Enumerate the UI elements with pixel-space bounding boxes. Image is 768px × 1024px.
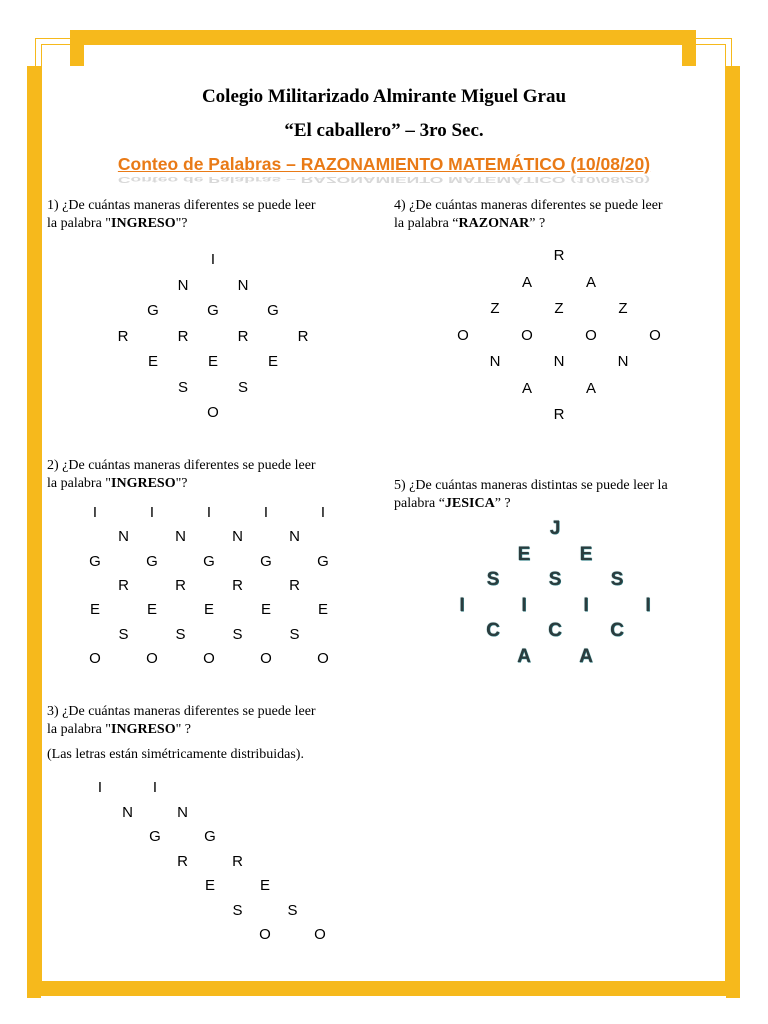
q3-letter-2-1: G [204,828,216,845]
q2-letter-3-2: R [232,576,243,594]
q3-letter-2-0: G [149,828,161,845]
q2-letter-2-3: G [260,552,272,570]
question-4 [394,197,663,233]
q3-letter-4-0: E [204,877,216,894]
q4-letter-3-2: O [585,326,597,344]
q2-letter-4-4: E [317,601,329,619]
q2-letter-3-3: R [289,576,300,594]
section-title: “El caballero” – 3ro Sec. [284,120,484,141]
q1-letter-1-1: N [237,276,249,294]
q4-letter-1-1: A [585,273,597,291]
q2-letter-3-0: R [118,576,129,594]
q1-letter-4-1: E [207,353,219,370]
q5-letter-4-1: C [548,620,562,641]
question-4-line2: la palabra “RAZONAR” ? [394,216,546,231]
q3-letter-5-1: S [287,901,298,919]
q4-letter-4-1: N [553,353,565,370]
q5-letter-5-1: A [579,645,593,667]
q3-letter-3-0: R [177,852,188,870]
q2-letter-6-3: O [260,649,272,667]
q5-letter-3-0: I [459,594,465,616]
q1-letter-5-0: S [177,378,189,396]
q5-letter-1-1: E [579,543,593,565]
q1-letter-4-0: E [147,353,159,370]
q2-letter-5-3: S [289,625,300,643]
q5-letter-5-0: A [517,645,531,667]
q3-letter-5-0: S [232,901,243,919]
q5-letter-1-0: E [517,543,531,565]
q2-letter-0-3: I [263,504,269,521]
q4-letter-2-2: Z [618,300,628,317]
question-3 [47,703,316,739]
q4-letter-2-0: Z [490,300,500,317]
q5-letter-2-0: S [486,569,500,590]
q2-letter-6-0: O [89,649,101,667]
subtitle-reflection: Conteo de Palabras – RAZONAMIENTO MATEMÁTICO (10/08/20) [117,175,651,184]
question-5-line2: palabra “JESICA” ? [394,496,511,511]
q2-letter-4-0: E [89,601,101,619]
question-3-note: (Las letras están simétricamente distribuidas). [47,747,304,762]
q4-letter-3-3: O [649,326,661,344]
q1-letter-1-0: N [177,276,189,294]
q3-letter-4-1: E [259,877,271,894]
question-5 [394,477,668,513]
q5-letter-4-2: C [610,620,624,641]
q1-letter-4-2: E [267,353,279,370]
q1-letter-2-2: G [267,302,279,319]
q2-letter-0-2: I [206,504,212,521]
q2-letter-6-2: O [203,649,215,667]
worksheet-subtitle: Conteo de Palabras – RAZONAMIENTO MATEMÁTICO (10/08/20) [117,154,651,174]
q1-letter-3-3: R [297,327,309,345]
question-3-line2: la palabra "INGRESO" ? [47,722,192,737]
question-2-line2: la palabra "INGRESO"? [47,476,188,491]
q3-letter-6-1: O [314,926,326,943]
q2-letter-2-2: G [203,552,215,570]
q4-letter-2-1: Z [554,300,564,317]
q2-letter-2-1: G [146,552,158,570]
q1-letter-5-1: S [237,378,249,396]
q3-letter-0-0: I [97,779,103,796]
q2-letter-1-3: N [289,528,300,546]
q5-letter-3-2: I [583,594,589,616]
q2-letter-0-4: I [320,504,326,521]
q2-letter-1-0: N [118,528,129,546]
q1-letter-2-0: G [147,302,159,319]
q4-letter-5-1: A [585,379,597,397]
q4-letter-4-0: N [489,353,501,370]
q2-letter-0-0: I [92,504,98,521]
q5-letter-2-2: S [610,569,624,590]
q3-letter-6-0: O [259,926,271,943]
q2-letter-6-4: O [317,649,329,667]
q2-letter-4-3: E [260,601,272,619]
q3-letter-1-1: N [177,803,188,821]
q4-letter-6-0: R [553,406,565,423]
q2-letter-1-2: N [232,528,243,546]
q1-letter-3-0: R [117,327,129,345]
q1-letter-3-1: R [177,327,189,345]
q3-letter-3-1: R [232,852,243,870]
school-title: Colegio Militarizado Almirante Miguel Grau [201,86,567,107]
question-5-line1: 5) ¿De cuántas maneras distintas se puede leer la [394,478,668,493]
question-1-line2: la palabra "INGRESO"? [47,216,188,231]
q4-letter-3-0: O [457,326,469,344]
q2-letter-5-1: S [175,625,186,643]
question-1-line1: 1) ¿De cuántas maneras diferentes se puede leer [47,198,316,213]
q2-letter-2-0: G [89,552,101,570]
q2-letter-0-1: I [149,504,155,521]
q2-letter-5-0: S [118,625,129,643]
q1-letter-0-0: I [210,251,216,268]
q2-letter-2-4: G [317,552,329,570]
q5-letter-4-0: C [486,620,500,641]
q1-letter-3-2: R [237,327,249,345]
question-1 [47,197,316,233]
q2-letter-1-1: N [175,528,186,546]
question-2-line1: 2) ¿De cuántas maneras diferentes se puede leer [47,458,316,473]
q4-letter-4-2: N [617,353,629,370]
q2-letter-6-1: O [146,649,158,667]
q3-letter-1-0: N [122,803,133,821]
q1-letter-2-1: G [207,302,219,319]
q4-letter-0-0: R [553,247,565,264]
q2-letter-5-2: S [232,625,243,643]
q5-letter-3-3: I [645,594,651,616]
question-4-line1: 4) ¿De cuántas maneras diferentes se puede leer [394,198,663,213]
q4-letter-1-0: A [521,273,533,291]
q4-letter-5-0: A [521,379,533,397]
question-2 [47,457,316,493]
q4-letter-3-1: O [521,326,533,344]
q2-letter-4-2: E [203,601,215,619]
q3-letter-0-1: I [152,779,158,796]
question-3-line1: 3) ¿De cuántas maneras diferentes se puede leer [47,704,316,719]
q5-letter-0-0: J [549,518,561,539]
q2-letter-4-1: E [146,601,158,619]
q5-letter-2-1: S [548,569,562,590]
q2-letter-3-1: R [175,576,186,594]
q5-letter-3-1: I [521,594,527,616]
q1-letter-6-0: O [207,404,219,421]
